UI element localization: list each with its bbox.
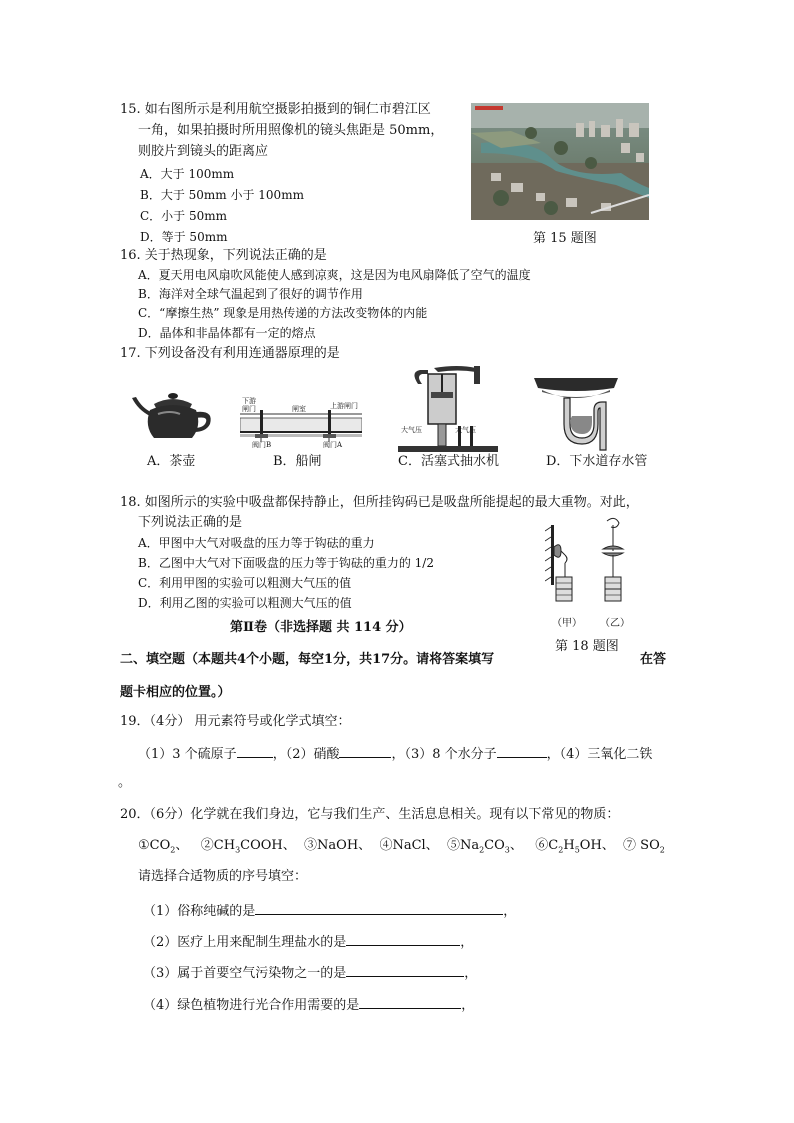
q18-caption: 第 18 题图	[555, 639, 619, 654]
q19-end: 。	[118, 775, 132, 790]
lock-label-down: 下游	[242, 397, 256, 405]
q15-line3: 则胶片到镜头的距离应	[138, 144, 269, 159]
q20-item-3: （3）属于首要空气污染物之一的是 ，	[143, 963, 477, 983]
q16-option-b: B．海洋对全球气温起到了很好的调节作用	[138, 287, 363, 301]
pump-label-right: 大气压	[455, 426, 476, 434]
q15-option-d: D．等于 50mm	[140, 230, 228, 244]
q19-part1: （1）3 个硫原子	[138, 747, 237, 762]
q15-option-a: A．大于 100mm	[140, 167, 235, 181]
q17-stem: 17. 下列设备没有利用连通器原理的是	[120, 346, 340, 361]
q20-blank-1[interactable]	[255, 901, 503, 915]
q16-option-d: D．晶体和非晶体都有一定的熔点	[138, 326, 316, 340]
substance-4: ④NaCl、	[379, 838, 439, 853]
substance-3: ③NaOH、	[304, 838, 372, 853]
pump-label-left: 大气压	[401, 426, 422, 434]
q17-option-c: C．活塞式抽水机	[398, 454, 499, 469]
q19-stem: 19．（4分） 用元素符号或化学式填空：	[120, 714, 351, 729]
suction-cup-figure	[545, 515, 635, 617]
q20-substances	[138, 837, 665, 860]
substance-1: $①CO_2$、	[138, 838, 189, 855]
part2-title: 第Ⅱ卷（非选择题 共 114 分）	[230, 620, 412, 635]
substance-6: $⑥C_2H_5OH$、	[535, 838, 615, 855]
q19-blank-3[interactable]	[497, 744, 547, 758]
substance-5: $⑤Na_2CO_3$、	[446, 838, 523, 855]
lock-label-down-gate: 闸门	[242, 405, 256, 413]
q20-item-2: （2）医疗上用来配制生理盐水的是 ，	[143, 932, 473, 952]
q17-option-b: B．船闸	[273, 454, 322, 469]
substance-7: ⑦ $SO_2$	[623, 838, 665, 855]
section2-line2: 题卡相应的位置。）	[120, 685, 231, 700]
section2-line1: 二、填空题（本题共4个小题，每空1分，共17分。请将答案填写	[120, 652, 495, 667]
q20-instruction: 请选择合适物质的序号填空：	[138, 869, 308, 884]
q19-blank-2[interactable]	[339, 744, 391, 758]
substance-2: $②CH_3COOH$、	[200, 838, 296, 855]
q18-option-d: D．利用乙图的实验可以粗测大气压的值	[138, 596, 352, 610]
q19-part4: ，（4）三氧化二铁	[546, 747, 653, 762]
q15-line2: 一角，如果拍摄时所用照像机的镜头焦距是 50mm，	[138, 123, 444, 138]
q18-option-b: B．乙图中大气对下面吸盘的压力等于钩砝的重力的 1/2	[138, 556, 434, 570]
piston-pump-figure	[398, 364, 498, 452]
q15-line1: 15. 如右图所示是利用航空摄影拍摄到的铜仁市碧江区	[120, 102, 431, 117]
q20-blank-2[interactable]	[346, 932, 460, 946]
q15-option-b: B．大于 50mm 小于 100mm	[140, 188, 304, 202]
q19-blank-1[interactable]	[237, 744, 273, 758]
q18-option-a: A．甲图中大气对吸盘的压力等于钩砝的重力	[138, 536, 375, 550]
lock-label-valve-b: 阀门B	[252, 441, 272, 449]
q17-option-a: A．茶壶	[147, 454, 196, 469]
q18-option-c: C．利用甲图的实验可以粗测大气压的值	[138, 576, 352, 590]
q18-line1: 18. 如图所示的实验中吸盘都保持静止，但所挂钩码已是吸盘所能提起的最大重物。对此，	[120, 495, 639, 510]
q15-caption: 第 15 题图	[533, 231, 597, 246]
q20-blank-4[interactable]	[359, 995, 461, 1009]
lock-label-valve-a: 阀门A	[323, 441, 343, 449]
fig-label-jia: （甲）	[552, 618, 582, 629]
q15-option-c: C．小于 50mm	[140, 209, 228, 223]
q18-line2: 下列说法正确的是	[138, 515, 243, 530]
q19-part2: ，（2）硝酸	[272, 747, 340, 762]
lock-label-up: 上游闸门	[330, 402, 358, 410]
q17-option-d: D．下水道存水管	[546, 454, 648, 469]
q16-option-c: C．“摩擦生热” 现象是用热传递的方法改变物体的内能	[138, 306, 428, 320]
teapot-figure	[130, 388, 216, 442]
q19-part3: ，（3）8 个水分子	[391, 747, 497, 762]
q16-stem: 16. 关于热现象，下列说法正确的是	[120, 248, 327, 263]
q20-item-4: （4）绿色植物进行光合作用需要的是 ，	[143, 995, 474, 1015]
lock-label-room: 闸室	[292, 405, 306, 413]
aerial-photo	[471, 103, 649, 220]
aerial-photo-drawing	[471, 103, 649, 220]
fig-label-yi: （乙）	[600, 618, 630, 629]
q19-blanks-line	[138, 744, 652, 764]
q20-blank-3[interactable]	[346, 963, 464, 977]
section2-line1-right: 在答	[640, 652, 667, 667]
q20-item-1: （1）俗称纯碱的是 ，	[143, 901, 516, 921]
drain-trap-figure	[530, 372, 622, 452]
q16-option-a: A．夏天用电风扇吹风能使人感到凉爽，这是因为电风扇降低了空气的温度	[138, 268, 531, 282]
q20-stem: 20．（6分）化学就在我们身边，它与我们生产、生活息息相关。现有以下常见的物质：	[120, 807, 620, 822]
